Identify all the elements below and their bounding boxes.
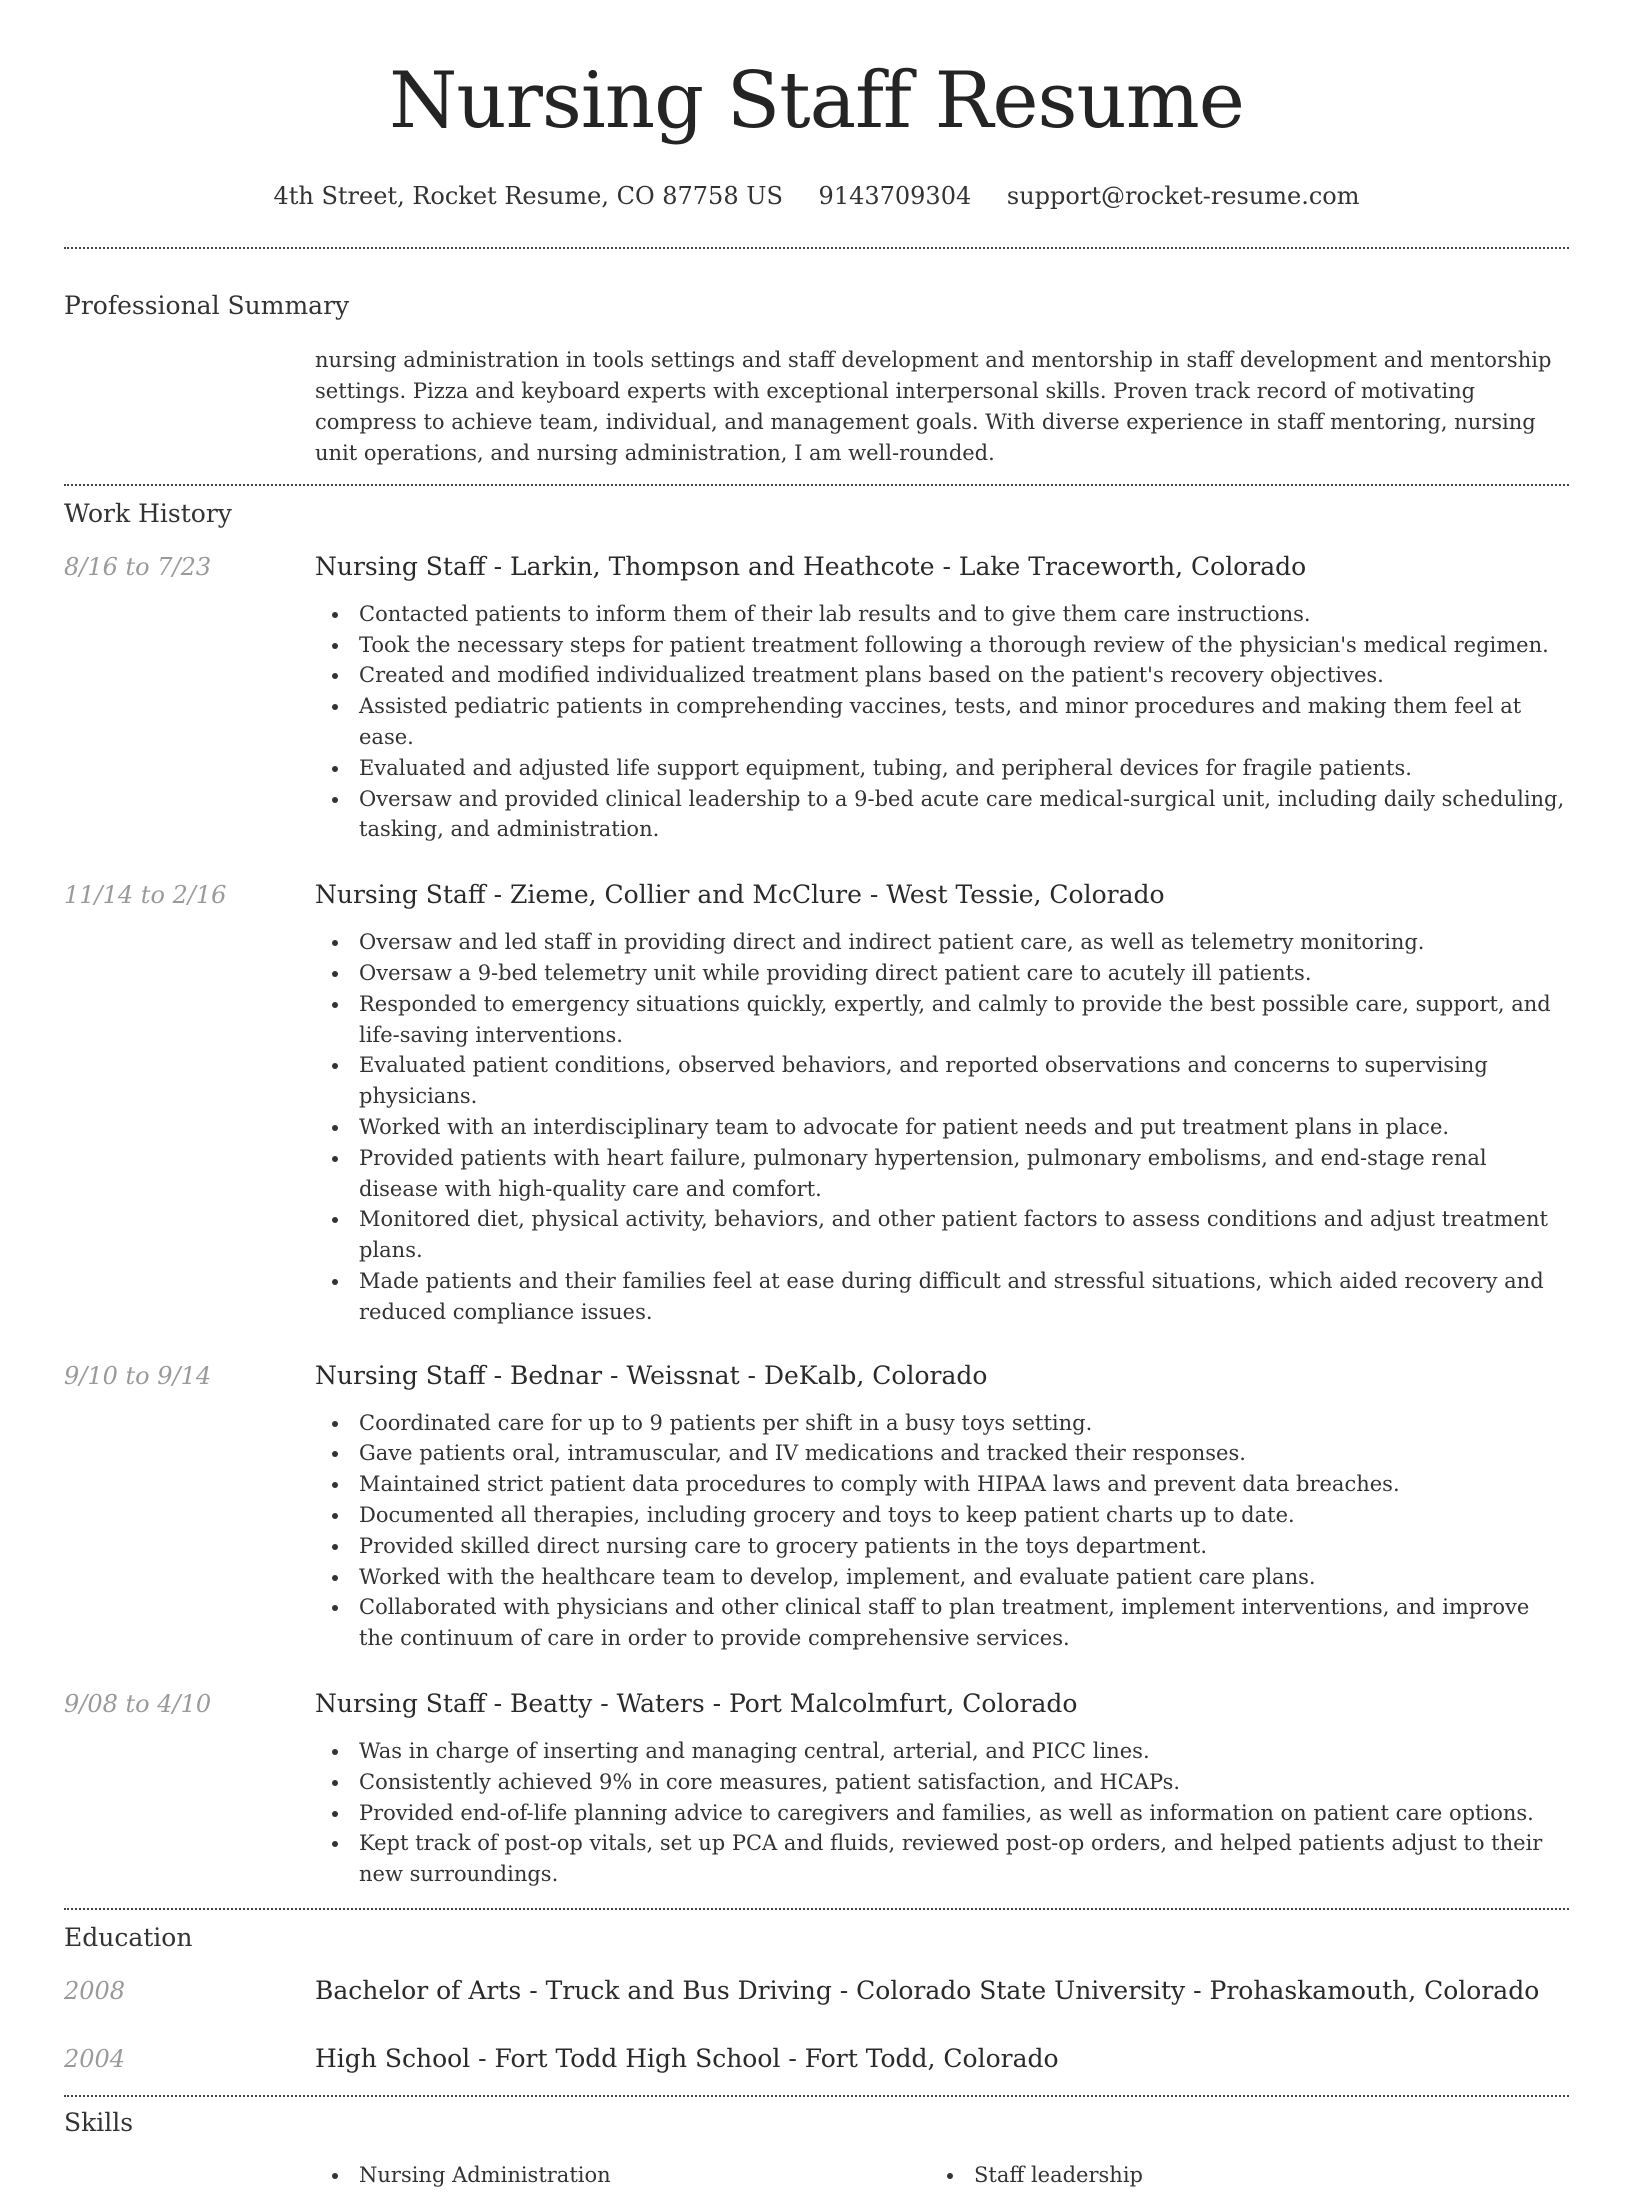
list-item: Took the necessary steps for patient treatment following a thorough review of the physician's medical regimen. bbox=[315, 630, 1569, 661]
job-entry bbox=[64, 1688, 1569, 1890]
job-title: Nursing Staff - Bednar - Weissnat - DeKalb, Colorado bbox=[315, 1360, 988, 1390]
list-item: Provided skilled direct nursing care to grocery patients in the toys department. bbox=[315, 1531, 1569, 1562]
page-title: Nursing Staff Resume bbox=[389, 56, 1244, 146]
education-title: Bachelor of Arts - Truck and Bus Driving - Colorado State University - Prohaskamouth, Colorado bbox=[315, 1975, 1540, 2005]
summary-text: nursing administration in tools settings and staff development and mentorship in staff development and mentorship settings. Pizza and keyboard experts with exceptional interpersonal skills. Proven track record of motivating compress to achieve team, individual, and management goals. With diverse experience in staff mentoring, nursing unit operations, and nursing administration, I am well-rounded. bbox=[315, 347, 1552, 465]
job-bullets bbox=[315, 927, 1569, 1327]
job-bullets bbox=[315, 1736, 1569, 1890]
job-bullets bbox=[315, 599, 1569, 845]
list-item: Provided patients with heart failure, pulmonary hypertension, pulmonary embolisms, and end-stage renal disease with high-quality care and comfort. bbox=[315, 1143, 1569, 1205]
section-heading-education: Education bbox=[64, 1922, 193, 1952]
skills-column-right bbox=[930, 2160, 1143, 2190]
divider bbox=[64, 247, 1569, 249]
job-dates: 9/10 to 9/14 bbox=[64, 1361, 212, 1390]
job-title: Nursing Staff - Larkin, Thompson and Heathcote - Lake Traceworth, Colorado bbox=[315, 551, 1307, 581]
list-item: Nursing Administration bbox=[315, 2160, 611, 2190]
education-title: High School - Fort Todd High School - Fort Todd, Colorado bbox=[315, 2043, 1059, 2073]
job-title: Nursing Staff - Beatty - Waters - Port Malcolmfurt, Colorado bbox=[315, 1688, 1078, 1718]
divider bbox=[64, 484, 1569, 486]
list-item: Worked with an interdisciplinary team to advocate for patient needs and put treatment plans in place. bbox=[315, 1112, 1569, 1143]
contact-email: support@rocket-resume.com bbox=[1006, 182, 1360, 210]
list-item: Oversaw and led staff in providing direct and indirect patient care, as well as telemetry monitoring. bbox=[315, 927, 1569, 958]
list-item: Coordinated care for up to 9 patients per shift in a busy toys setting. bbox=[315, 1408, 1569, 1439]
list-item: Gave patients oral, intramuscular, and IV medications and tracked their responses. bbox=[315, 1438, 1569, 1469]
list-item: Provided end-of-life planning advice to caregivers and families, as well as information on patient care options. bbox=[315, 1798, 1569, 1829]
list-item: Was in charge of inserting and managing central, arterial, and PICC lines. bbox=[315, 1736, 1569, 1767]
section-heading-summary: Professional Summary bbox=[64, 290, 350, 320]
list-item: Monitored diet, physical activity, behaviors, and other patient factors to assess conditions and adjust treatment plans. bbox=[315, 1204, 1569, 1266]
list-item: Assisted pediatric patients in comprehending vaccines, tests, and minor procedures and making them feel at ease. bbox=[315, 691, 1569, 753]
education-entry bbox=[64, 1975, 1569, 2007]
job-dates: 9/08 to 4/10 bbox=[64, 1689, 212, 1718]
skills-column-left bbox=[315, 2160, 611, 2190]
list-item: Kept track of post-op vitals, set up PCA and fluids, reviewed post-op orders, and helped patients adjust to their new surroundings. bbox=[315, 1828, 1569, 1890]
job-title: Nursing Staff - Zieme, Collier and McClure - West Tessie, Colorado bbox=[315, 880, 1165, 910]
contact-phone: 9143709304 bbox=[818, 182, 972, 210]
list-item: Maintained strict patient data procedures to comply with HIPAA laws and prevent data breaches. bbox=[315, 1469, 1569, 1500]
list-item: Oversaw and provided clinical leadership to a 9-bed acute care medical-surgical unit, including daily scheduling, tasking, and administration. bbox=[315, 784, 1569, 846]
job-entry bbox=[64, 551, 1569, 845]
list-item: Responded to emergency situations quickly, expertly, and calmly to provide the best possible care, support, and life-saving interventions. bbox=[315, 989, 1569, 1051]
job-dates: 11/14 to 2/16 bbox=[64, 881, 227, 910]
education-entry bbox=[64, 2043, 1569, 2075]
list-item: Collaborated with physicians and other clinical staff to plan treatment, implement interventions, and improve the continuum of care in order to provide comprehensive services. bbox=[315, 1592, 1569, 1654]
education-year: 2008 bbox=[64, 1976, 126, 2005]
education-year: 2004 bbox=[64, 2044, 126, 2073]
list-item: Evaluated patient conditions, observed behaviors, and reported observations and concerns to supervising physicians. bbox=[315, 1050, 1569, 1112]
list-item: Created and modified individualized treatment plans based on the patient's recovery objectives. bbox=[315, 660, 1569, 691]
job-bullets bbox=[315, 1408, 1569, 1654]
list-item: Consistently achieved 9% in core measures, patient satisfaction, and HCAPs. bbox=[315, 1767, 1569, 1798]
job-entry bbox=[64, 879, 1569, 1327]
list-item: Evaluated and adjusted life support equipment, tubing, and peripheral devices for fragile patients. bbox=[315, 753, 1569, 784]
list-item: Staff leadership bbox=[930, 2160, 1143, 2190]
section-heading-skills: Skills bbox=[64, 2107, 134, 2137]
list-item: Documented all therapies, including grocery and toys to keep patient charts up to date. bbox=[315, 1500, 1569, 1531]
list-item: Oversaw a 9-bed telemetry unit while providing direct patient care to acutely ill patients. bbox=[315, 958, 1569, 989]
resume-page bbox=[64, 0, 1569, 2200]
divider bbox=[64, 2095, 1569, 2097]
list-item: Made patients and their families feel at ease during difficult and stressful situations, which aided recovery and reduced compliance issues. bbox=[315, 1266, 1569, 1328]
contact-address: 4th Street, Rocket Resume, CO 87758 US bbox=[273, 182, 783, 210]
skills-list bbox=[315, 2160, 1569, 2200]
section-heading-work: Work History bbox=[64, 498, 232, 528]
divider bbox=[64, 1908, 1569, 1910]
list-item: Contacted patients to inform them of their lab results and to give them care instructions. bbox=[315, 599, 1569, 630]
contact-line bbox=[64, 182, 1569, 211]
job-dates: 8/16 to 7/23 bbox=[64, 552, 212, 581]
job-entry bbox=[64, 1360, 1569, 1654]
list-item: Worked with the healthcare team to develop, implement, and evaluate patient care plans. bbox=[315, 1562, 1569, 1593]
